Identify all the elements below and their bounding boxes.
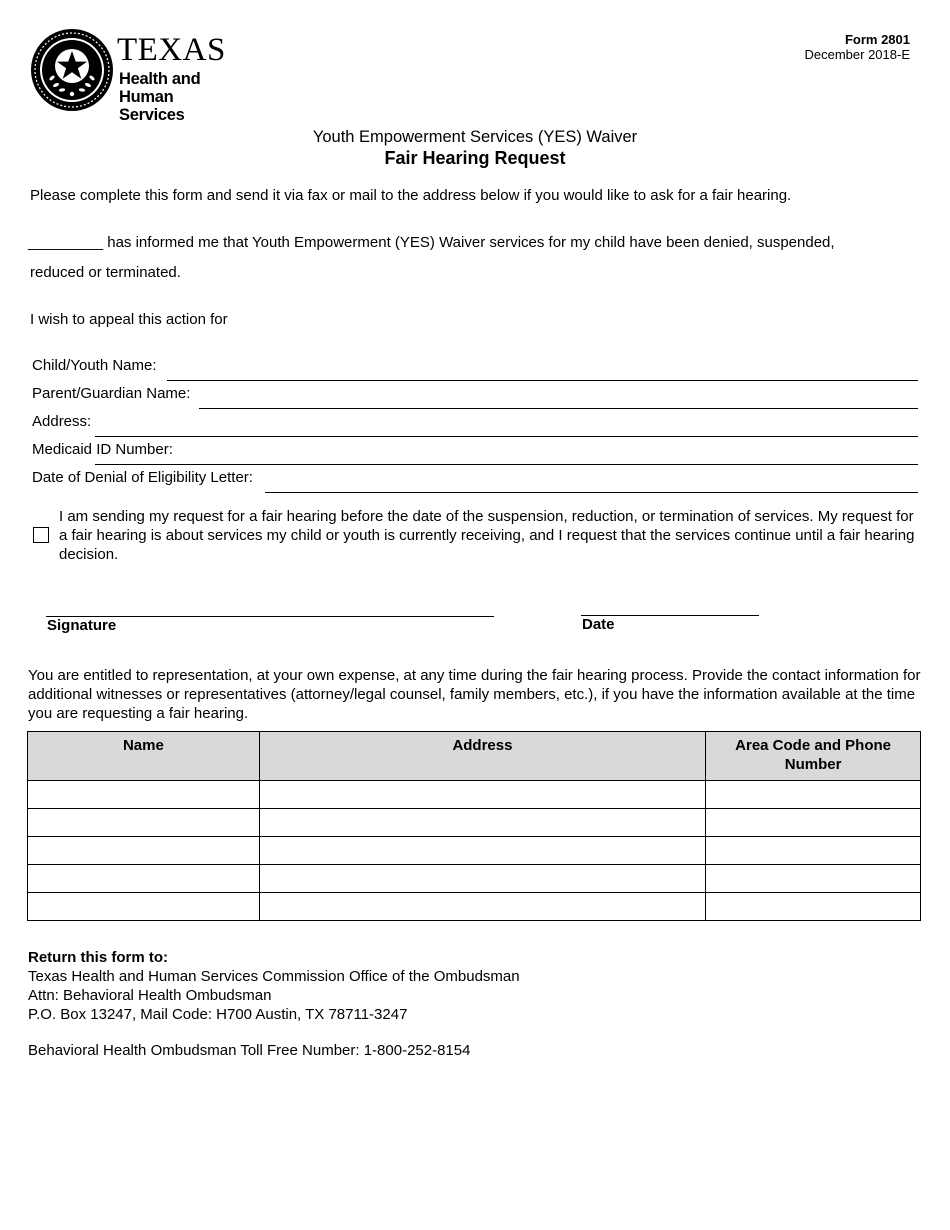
form-number: Form 2801 bbox=[844, 32, 910, 47]
address-cell[interactable] bbox=[259, 865, 705, 893]
form-program-title: Youth Empowerment Services (YES) Waiver bbox=[312, 128, 638, 146]
medicaid-id-field[interactable] bbox=[95, 464, 918, 465]
table-row bbox=[28, 837, 921, 865]
name-cell[interactable] bbox=[28, 893, 260, 921]
address-cell[interactable] bbox=[259, 781, 705, 809]
continue-services-checkbox[interactable] bbox=[33, 527, 49, 543]
table-row bbox=[28, 809, 921, 837]
name-column-header: Name bbox=[28, 732, 260, 781]
logo-texas-text: TEXAS bbox=[117, 32, 226, 68]
parent-name-label: Parent/Guardian Name: bbox=[32, 385, 191, 402]
hhs-logo bbox=[30, 28, 250, 124]
intro-text: Please complete this form and send it via fax or mail to the address below if you would like to ask for a fair hearing. bbox=[30, 187, 792, 204]
phone-cell[interactable] bbox=[706, 781, 921, 809]
logo-line-3: Services bbox=[119, 106, 185, 124]
return-address-block bbox=[28, 948, 520, 1024]
name-cell[interactable] bbox=[28, 865, 260, 893]
form-identifier bbox=[805, 32, 911, 62]
name-cell[interactable] bbox=[28, 809, 260, 837]
representation-text: You are entitled to representation, at your own expense, at any time during the fair hearing process. Provide the contact information for additional witnesses or representatives (attorney/legal counsel, family members, etc.), if you have the information available at the time you are requesting a fair hearing. bbox=[28, 667, 921, 722]
signature-label: Signature bbox=[47, 617, 117, 634]
denial-date-label: Date of Denial of Eligibility Letter: bbox=[32, 469, 253, 486]
informed-text-line-1: _________ has informed me that Youth Empowerment (YES) Waiver services for my child have been denied, suspended, bbox=[28, 234, 835, 251]
phone-cell[interactable] bbox=[706, 865, 921, 893]
return-title: Return this form to: bbox=[28, 949, 168, 966]
denial-date-field[interactable] bbox=[265, 492, 918, 493]
phone-column-header: Area Code and Phone Number bbox=[706, 732, 921, 781]
name-cell[interactable] bbox=[28, 837, 260, 865]
form-date: December 2018-E bbox=[804, 47, 910, 62]
medicaid-id-label: Medicaid ID Number: bbox=[32, 441, 173, 458]
child-name-field[interactable] bbox=[167, 380, 918, 381]
address-cell[interactable] bbox=[259, 837, 705, 865]
table-row bbox=[28, 893, 921, 921]
name-cell[interactable] bbox=[28, 781, 260, 809]
date-label: Date bbox=[582, 616, 615, 633]
informed-text-line-2: reduced or terminated. bbox=[30, 264, 181, 281]
return-line-2: Attn: Behavioral Health Ombudsman bbox=[28, 987, 272, 1004]
address-cell[interactable] bbox=[259, 809, 705, 837]
toll-free-number: Behavioral Health Ombudsman Toll Free Number: 1-800-252-8154 bbox=[28, 1042, 471, 1059]
phone-cell[interactable] bbox=[706, 837, 921, 865]
table-header-row bbox=[28, 732, 921, 781]
appeal-text: I wish to appeal this action for bbox=[30, 311, 228, 328]
phone-cell[interactable] bbox=[706, 893, 921, 921]
table-row bbox=[28, 865, 921, 893]
address-cell[interactable] bbox=[259, 893, 705, 921]
return-line-3: P.O. Box 13247, Mail Code: H700 Austin, TX 78711-3247 bbox=[28, 1006, 408, 1023]
witness-table bbox=[27, 731, 921, 921]
address-column-header: Address bbox=[259, 732, 705, 781]
address-field[interactable] bbox=[95, 436, 918, 437]
address-label: Address: bbox=[32, 413, 92, 430]
child-name-label: Child/Youth Name: bbox=[32, 357, 157, 374]
table-row bbox=[28, 781, 921, 809]
form-title: Fair Hearing Request bbox=[384, 148, 566, 168]
parent-name-field[interactable] bbox=[199, 408, 918, 409]
logo-line-2: Health and Human bbox=[119, 70, 201, 106]
phone-cell[interactable] bbox=[706, 809, 921, 837]
logo-hhs-text bbox=[119, 70, 250, 124]
texas-seal-icon bbox=[30, 28, 114, 112]
return-line-1: Texas Health and Human Services Commission Office of the Ombudsman bbox=[28, 968, 520, 985]
continue-services-text: I am sending my request for a fair hearing before the date of the suspension, reduction, or termination of services. My request for a fair hearing is about services my child or youth is currently receiving, and I request that the services continue until a fair hearing decision. bbox=[59, 508, 915, 563]
